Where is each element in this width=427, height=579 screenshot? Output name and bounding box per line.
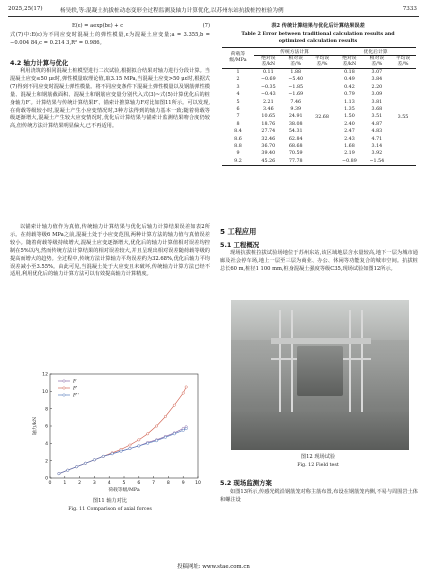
table-2-title-en-2: optimized calculation results bbox=[278, 38, 358, 44]
data-point bbox=[129, 447, 131, 449]
figure-12-caption-cn: 图12 现场试验 bbox=[300, 454, 336, 460]
data-point bbox=[138, 445, 140, 447]
table-cell: 1.88 bbox=[290, 70, 302, 75]
y-tick-label: 10 bbox=[42, 389, 48, 395]
table-cell: 54.31 bbox=[288, 129, 303, 135]
data-point bbox=[182, 392, 184, 394]
table-2-title-en-1: Table 2 Error between traditional calculation results and bbox=[241, 31, 395, 37]
table-cell: 7 bbox=[236, 114, 240, 120]
table-cell: 8.8 bbox=[234, 144, 242, 150]
section-5-2-heading: 5.2 现场监测方案 bbox=[220, 479, 272, 487]
x-tick-label: 7 bbox=[152, 481, 156, 486]
paragraph-5-1: 现场抗拔桩拉拔试验场地位于苏州东站,该区域地层含水量较高,地下一层为城市通廊及社会停车场,地上一层至三层为商业、办公、休闲等功能复合的城市空间。抗拔桩总长60 m,桩径1 100 mm,桩身混凝土强度等级C35,现场试验如图12所示。 bbox=[220, 250, 418, 272]
y-tick-label: 8 bbox=[45, 407, 48, 413]
table-cell: 5 bbox=[236, 99, 240, 105]
table-cell: −5.40 bbox=[288, 77, 304, 83]
footer-website: 投稿网址: www.stae.com.cn bbox=[177, 564, 250, 570]
data-point bbox=[84, 462, 86, 464]
table-cell: 7.46 bbox=[290, 99, 302, 105]
table-cell: 3.84 bbox=[371, 77, 383, 83]
y-tick-label: 2 bbox=[45, 459, 48, 465]
table-row bbox=[222, 69, 416, 77]
table-cell: 2.20 bbox=[371, 84, 383, 90]
x-tick-label: 2 bbox=[78, 481, 82, 486]
table-cell: −0.43 bbox=[260, 92, 276, 98]
table-cell: 3.14 bbox=[371, 144, 383, 150]
figure-11-caption-cn: 图11 轴力对比 bbox=[92, 498, 128, 504]
section-4-2-heading: 4.2 轴力计算与优化 bbox=[10, 59, 69, 67]
table-cell: 24.91 bbox=[288, 114, 303, 120]
table-cell: 62.84 bbox=[288, 136, 303, 142]
table-cell: 6 bbox=[236, 107, 240, 113]
equation-explanation: 式(7)中:E(ε)为不同应变时混凝土的弹性模量,ε为混凝土应变量;a = 3.355,b = −0.004 84,c = 0.214 3,R² = 0.986。 bbox=[10, 32, 210, 46]
col-load-header: 荷载等级/MPa bbox=[222, 48, 254, 69]
x-axis-label: 荷载等级/MPa bbox=[108, 488, 140, 493]
table-cell: 1.50 bbox=[344, 114, 355, 120]
paragraph-5-2: 如图13所示,传感光缆沿钢筋笼对称主筋布置,布设在钢筋笼内侧,不易与周围岩土体和螺注设 bbox=[220, 489, 418, 503]
data-point bbox=[173, 433, 175, 435]
table-cell: 0.18 bbox=[344, 70, 355, 75]
table-cell: 2.43 bbox=[344, 136, 355, 142]
table-cell: 3.46 bbox=[262, 107, 274, 113]
opt-rel-header: 相对误差/% bbox=[364, 56, 390, 69]
data-point bbox=[120, 450, 122, 452]
header-rule bbox=[8, 16, 419, 17]
figure-12-caption-en: Fig. 12 Field test bbox=[297, 463, 339, 468]
data-point bbox=[182, 429, 184, 431]
table-cell: 2.40 bbox=[344, 121, 355, 127]
legend-label: F' bbox=[73, 386, 78, 392]
trad-avg-cell: 32.68 bbox=[315, 114, 329, 120]
paragraph-4-2-a: 利用浇筑的相同混凝土桩模型进行二次试验,根据拟合结果对轴力进行分段计算。当混凝土应变≤50 με时,弹性模量取理论值,取3.15 MPa,当混凝土应变>50 με时,根据式(7)得到不同应变时混凝土弹性模量。将不同应变条件下混凝土弹性模量以及钢筋弹性模量、混凝土和钢筋截面积、混凝土和钢筋应变量分别代入式(3)~式(5)计算优化后的桩身轴力F′。计算结果与传统计算结果F′、锚索计推算轴力F对比如图11所示。可以发现,在荷载等级较小时,混凝土产生小应变情况时,3种方法得到的轴力基本一致;随着荷载等级逐渐增大,混凝土产生较大应变情况时,优化后计算结果与锚索计监测结果吻合度仍较高,但传统方法计算结果明显偏大,已不再适用。 bbox=[10, 68, 210, 130]
data-point bbox=[173, 404, 175, 406]
data-point bbox=[75, 466, 77, 468]
y-tick-label: 4 bbox=[45, 441, 48, 447]
table-cell: 10.65 bbox=[261, 114, 276, 120]
legend-label: F bbox=[73, 379, 77, 385]
table-cell: −0.89 bbox=[342, 158, 357, 164]
table-cell: 1.13 bbox=[344, 99, 355, 105]
table-cell: 32.46 bbox=[261, 136, 276, 142]
data-point bbox=[102, 455, 104, 457]
x-tick-label: 1 bbox=[63, 481, 67, 486]
table-cell: 8.4 bbox=[234, 129, 242, 135]
legend-marker bbox=[63, 387, 65, 389]
table-cell: 77.78 bbox=[288, 158, 303, 164]
y-axis-label: 轴力/kN bbox=[33, 416, 38, 436]
legend-marker bbox=[63, 394, 65, 396]
photo-jack bbox=[297, 346, 343, 396]
table-cell: 9 bbox=[236, 151, 240, 157]
table-cell: 0.11 bbox=[262, 70, 274, 75]
group-optimized-header: 优化后计算 bbox=[335, 48, 416, 56]
running-title: 杨昊轶,等:混凝土抗拔桩动态变形全过程监测及轴力计算优化,以苏州东站抗拔桩控桩验为例 bbox=[60, 8, 284, 14]
x-tick-label: 8 bbox=[166, 481, 170, 486]
table-cell: 70.59 bbox=[288, 151, 303, 157]
table-cell: −0.35 bbox=[260, 84, 276, 90]
table-cell: 4 bbox=[236, 92, 240, 98]
table-cell: 4.83 bbox=[371, 129, 383, 135]
equation-7 bbox=[10, 23, 210, 31]
table-cell: 0.79 bbox=[344, 92, 355, 98]
table-cell: 39.40 bbox=[261, 151, 276, 157]
data-point bbox=[155, 425, 157, 427]
table-cell: 27.74 bbox=[261, 129, 276, 135]
y-tick-label: 6 bbox=[45, 424, 48, 430]
paragraph-4-2-b: 以锚索计轴力值作为真值,传统轴力计算结果与优化后轴力计算结果误差如表2所示。在荷载等级6 MPa之前,混凝土处于小应变范围,两种计算方法的轴力值与真值误差较小。随着荷载等级持续增大,混凝土应变逐渐增大,优化后的轴力计算值相对误差均控制在5%以内,然而传统方法计算结果的相对误差较大,并且呈现出相对误差随荷载等级的提高而增大的趋势。全过程中,传统方法计算轴力平均误差约为32.68%,优化后轴力平均误差减小至3.55%。由此可见,当混凝土处于大应变且未破坏,传统轴力计算方法已经不适用,利用优化后的轴力计算方法可以有效提高轴力计算精度。 bbox=[10, 224, 210, 278]
legend-label: F'' bbox=[73, 393, 79, 399]
section-5-1-heading: 5.1 工程概况 bbox=[220, 241, 260, 249]
data-point bbox=[164, 415, 166, 417]
x-tick-label: 10 bbox=[195, 481, 201, 486]
trad-rel-header: 相对误差/% bbox=[283, 56, 309, 69]
table-cell: −1.85 bbox=[288, 84, 304, 90]
table-cell: 1 bbox=[236, 70, 240, 75]
data-point bbox=[111, 453, 113, 455]
data-point bbox=[138, 439, 140, 441]
table-cell: 3.92 bbox=[371, 151, 383, 157]
opt-avg-header: 平均误差/% bbox=[390, 56, 416, 69]
x-tick-label: 3 bbox=[92, 481, 96, 486]
table-cell: 38.08 bbox=[288, 121, 303, 127]
data-point bbox=[146, 442, 148, 444]
field-test-photo bbox=[231, 300, 409, 450]
figure-11-caption-en: Fig. 11 Comparison of axial forces bbox=[68, 507, 152, 512]
x-tick-label: 9 bbox=[181, 481, 185, 486]
table-cell: 8.6 bbox=[234, 136, 242, 142]
table-cell: 3.07 bbox=[371, 70, 383, 75]
table-2-body bbox=[222, 69, 416, 166]
table-cell: 18.76 bbox=[261, 121, 276, 127]
trad-abs-header: 绝对误差/kN bbox=[254, 56, 283, 69]
data-point bbox=[185, 427, 187, 429]
data-point bbox=[185, 386, 187, 388]
trad-avg-header: 平均误差/% bbox=[309, 56, 335, 69]
photo-sky bbox=[231, 300, 409, 340]
table-cell: 3.81 bbox=[371, 99, 383, 105]
opt-avg-cell: 3.55 bbox=[397, 114, 409, 120]
table-2-title-cn: 表2 传统计算结果与优化后计算结果误差 bbox=[271, 23, 365, 29]
journal-issue: 2025,25(17) bbox=[8, 6, 43, 12]
table-cell: 45.26 bbox=[261, 158, 276, 164]
x-tick-label: 0 bbox=[48, 481, 52, 486]
table-cell: 0.49 bbox=[344, 77, 355, 83]
data-point bbox=[67, 469, 69, 471]
table-cell: 4.87 bbox=[371, 121, 383, 127]
x-tick-label: 5 bbox=[122, 481, 126, 486]
data-point bbox=[93, 459, 95, 461]
table-cell: 9.39 bbox=[290, 107, 302, 113]
equation-body: E(ε) = aexp(bε) + c bbox=[72, 23, 124, 29]
table-cell: −1.54 bbox=[369, 158, 385, 164]
table-cell: 68.68 bbox=[288, 144, 303, 150]
photo-ground bbox=[231, 412, 409, 450]
table-cell: 3.68 bbox=[371, 107, 383, 113]
opt-abs-header: 绝对误差/kN bbox=[335, 56, 364, 69]
section-5-heading: 5 工程应用 bbox=[220, 227, 257, 236]
photo-crossbeam bbox=[271, 338, 371, 344]
table-cell: 2.19 bbox=[344, 151, 355, 157]
table-2 bbox=[222, 47, 416, 166]
table-cell: −0.69 bbox=[260, 77, 276, 83]
equation-number: (7) bbox=[202, 23, 210, 29]
table-cell: 36.70 bbox=[261, 144, 276, 150]
page-number: 7333 bbox=[402, 6, 417, 12]
table-cell: 2.21 bbox=[262, 99, 274, 105]
x-tick-label: 4 bbox=[107, 481, 111, 486]
y-tick-label: 12 bbox=[42, 372, 48, 378]
table-cell: −1.69 bbox=[288, 92, 304, 98]
group-traditional-header: 传统方法计算 bbox=[254, 48, 335, 56]
table-cell: 3.09 bbox=[371, 92, 383, 98]
data-point bbox=[58, 472, 60, 474]
data-point bbox=[155, 440, 157, 442]
table-cell: 2 bbox=[236, 77, 240, 83]
y-tick-label: 0 bbox=[45, 476, 48, 482]
table-cell: 1.35 bbox=[344, 107, 355, 113]
table-cell: 2.47 bbox=[344, 129, 355, 135]
legend-marker bbox=[63, 380, 65, 382]
x-tick-label: 6 bbox=[137, 481, 141, 486]
table-cell: 3 bbox=[236, 84, 240, 90]
table-cell: 8 bbox=[236, 121, 240, 127]
data-point bbox=[129, 444, 131, 446]
table-cell: 1.68 bbox=[344, 144, 355, 150]
series-line bbox=[59, 387, 186, 474]
table-cell: 3.51 bbox=[371, 114, 383, 120]
table-cell: 4.71 bbox=[371, 136, 383, 142]
data-point bbox=[146, 433, 148, 435]
figure-11-chart bbox=[30, 368, 205, 496]
data-point bbox=[164, 436, 166, 438]
table-cell: 0.42 bbox=[344, 84, 355, 90]
table-cell: 9.2 bbox=[234, 158, 242, 164]
